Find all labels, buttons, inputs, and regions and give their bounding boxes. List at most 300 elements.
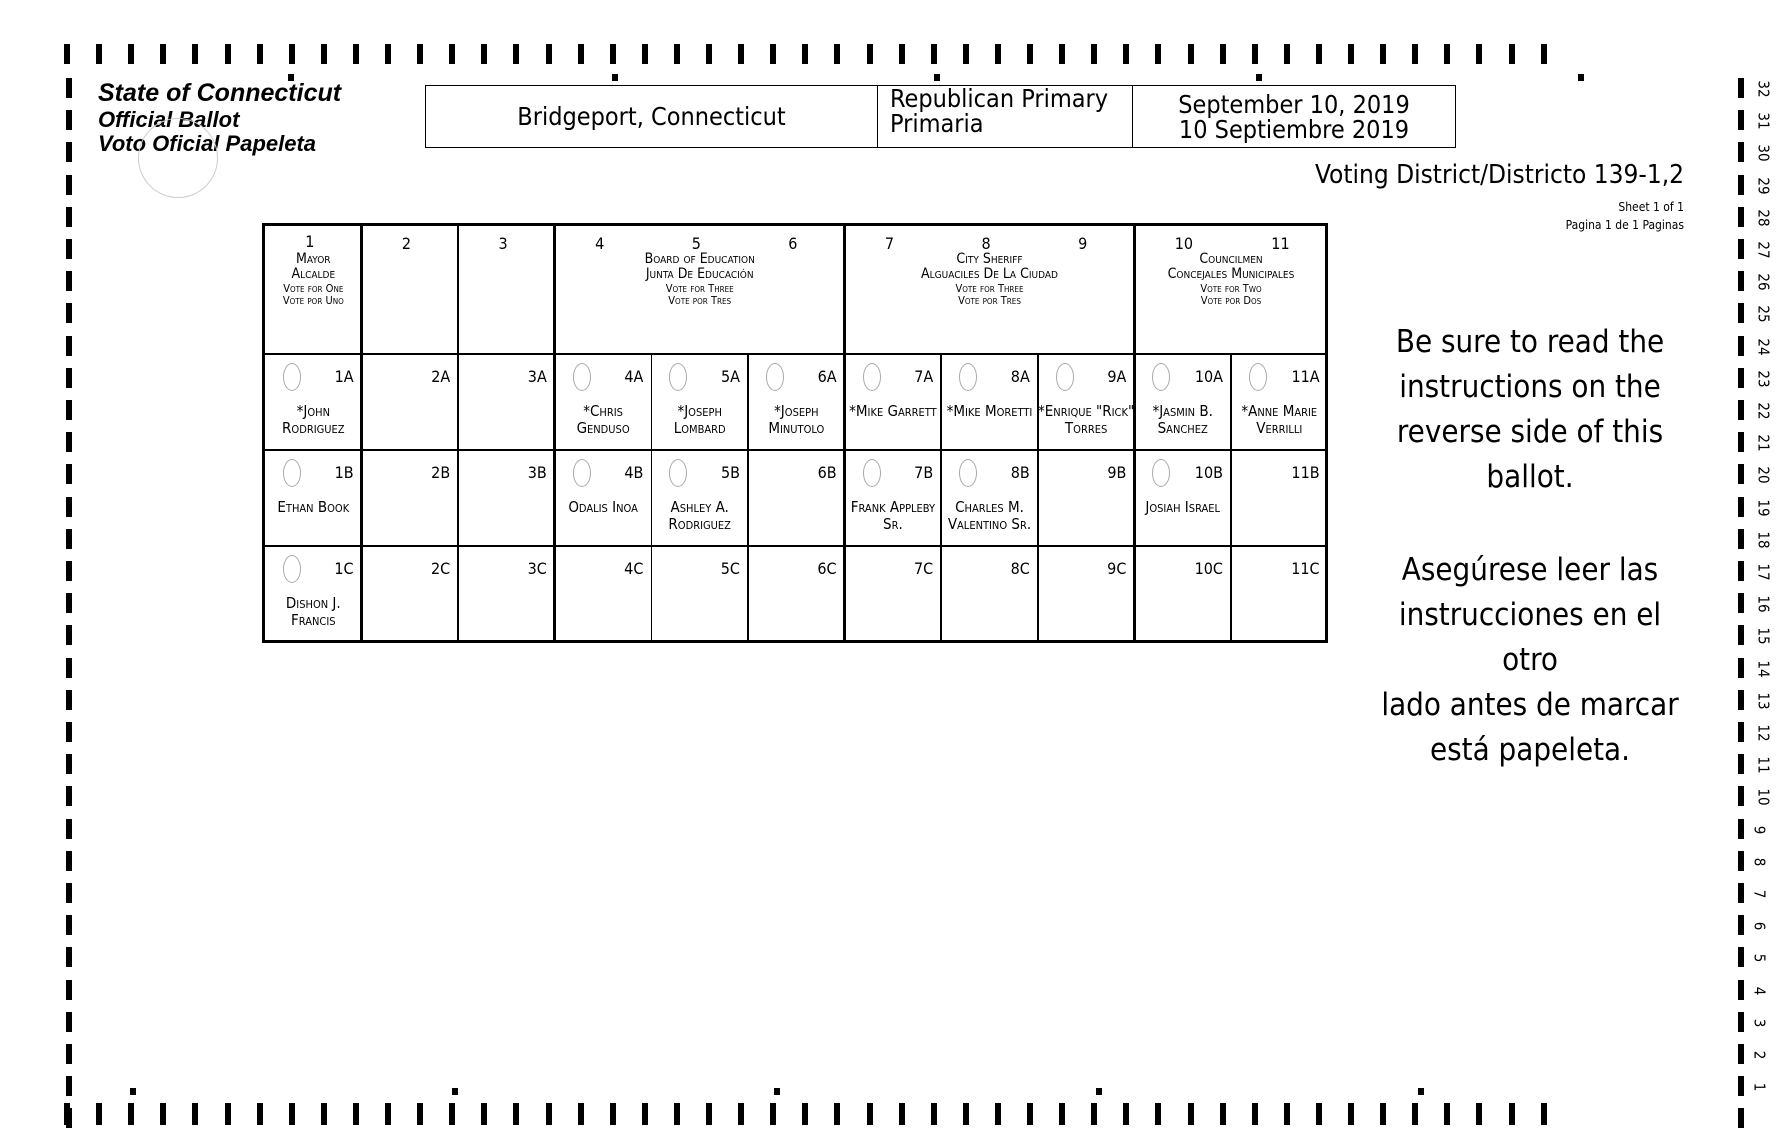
right-timing-mark: [1738, 883, 1744, 903]
candidate-cell: [1038, 449, 1135, 545]
side-number: 31: [1754, 112, 1773, 130]
vote-instruction: Vote por Uno: [282, 293, 344, 307]
position-label: 7B: [914, 463, 934, 482]
bottom-timing-mark: [128, 1103, 134, 1125]
position-label: 8A: [1010, 367, 1030, 386]
top-timing-mark: [1220, 44, 1226, 64]
right-timing-mark: [1738, 980, 1744, 1000]
top-timing-mark: [321, 44, 327, 64]
column-number: 5: [691, 234, 701, 253]
right-timing-mark: [1738, 110, 1744, 130]
right-timing-mark: [1738, 1076, 1744, 1096]
candidate-cell: [941, 545, 1038, 641]
right-timing-mark: [1738, 786, 1744, 806]
office-title: Concejales Municipales: [1167, 266, 1295, 283]
right-timing-mark: [1738, 625, 1744, 645]
candidate-cell: [458, 545, 555, 641]
candidate-cell: [265, 449, 362, 545]
left-timing-mark: [66, 690, 72, 710]
position-label: 6A: [817, 367, 837, 386]
vote-oval[interactable]: [1152, 459, 1170, 487]
side-number: 18: [1754, 531, 1773, 549]
candidate-name: Ashley A. Rodriguez: [668, 498, 731, 533]
position-label: 11B: [1291, 463, 1320, 482]
side-number: 12: [1754, 724, 1773, 742]
side-number: 11: [1754, 756, 1773, 774]
official-ballot-label: Official Ballot: [98, 106, 240, 132]
position-label: 4C: [624, 559, 644, 578]
top-timing-mark: [417, 44, 423, 64]
side-number: 23: [1754, 370, 1773, 388]
top-timing-mark: [834, 44, 840, 64]
instructions-es-line: lado antes de marcar: [1381, 686, 1679, 723]
position-label: 6C: [817, 559, 837, 578]
candidate-cell: [458, 449, 555, 545]
bottom-timing-mark: [963, 1103, 969, 1125]
instructions-es-line: está papeleta.: [1429, 731, 1631, 768]
top-timing-mark: [449, 44, 455, 64]
bottom-timing-mark: [610, 1103, 616, 1125]
ballot-grid: [262, 223, 1328, 643]
left-timing-mark: [66, 722, 72, 742]
side-number: 19: [1754, 499, 1773, 517]
top-timing-mark: [1444, 44, 1450, 64]
left-timing-mark: [66, 593, 72, 613]
election-date-es: 10 Septiembre 2019: [1178, 114, 1410, 144]
top-timing-mark: [642, 44, 648, 64]
column-number: 1: [305, 232, 315, 251]
side-number: 5: [1750, 954, 1769, 963]
bottom-timing-mark: [1091, 1103, 1097, 1125]
bottom-timing-mark: [578, 1103, 584, 1125]
bottom-timing-mark: [1155, 1103, 1161, 1125]
left-timing-mark: [66, 754, 72, 774]
bottom-timing-mark: [1316, 1103, 1322, 1125]
candidate-name: *Jasmin B. Sanchez: [1152, 402, 1213, 437]
office-header: [845, 252, 1135, 307]
bottom-timing-mark: [1123, 1103, 1129, 1125]
bottom-timing-mark: [1059, 1103, 1065, 1125]
top-timing-mark: [1091, 44, 1097, 64]
top-timing-mark: [481, 44, 487, 64]
top-timing-mark: [995, 44, 1001, 64]
side-number: 26: [1754, 273, 1773, 291]
position-label: 5B: [720, 463, 740, 482]
right-timing-mark: [1738, 1044, 1744, 1064]
left-timing-mark: [66, 1076, 72, 1096]
candidate-name: *Enrique "Rick" Torres: [1038, 402, 1135, 437]
instructions-en-line: ballot.: [1486, 458, 1574, 495]
bottom-timing-mark: [706, 1103, 712, 1125]
vote-instruction: Vote por Tres: [958, 293, 1021, 307]
candidate-cell: [651, 449, 748, 545]
right-timing-mark: [1738, 175, 1744, 195]
side-number: 27: [1754, 241, 1773, 259]
top-timing-mark: [353, 44, 359, 64]
bottom-alignment-dot: [774, 1088, 780, 1095]
sheet-info: [1566, 198, 1684, 234]
column-number: 9: [1078, 234, 1088, 253]
office-title: Alcalde: [291, 266, 336, 283]
candidate-name: *Anne Marie Verrilli: [1241, 402, 1318, 437]
bottom-timing-mark: [738, 1103, 744, 1125]
left-timing-mark: [66, 464, 72, 484]
left-timing-mark: [66, 175, 72, 195]
bottom-timing-mark: [513, 1103, 519, 1125]
vote-oval[interactable]: [863, 363, 881, 391]
top-timing-mark: [1509, 44, 1515, 64]
column-number: 7: [884, 234, 895, 253]
bottom-timing-mark: [385, 1103, 391, 1125]
bottom-timing-mark: [481, 1103, 487, 1125]
position-label: 1B: [334, 463, 354, 482]
top-timing-mark: [931, 44, 937, 64]
position-label: 1C: [334, 559, 354, 578]
bottom-timing-mark: [1509, 1103, 1515, 1125]
side-number: 20: [1754, 466, 1773, 484]
bottom-alignment-dot: [1418, 1088, 1424, 1095]
right-timing-mark: [1738, 271, 1744, 291]
right-timing-mark: [1738, 690, 1744, 710]
candidate-cell: [1231, 449, 1328, 545]
right-timing-mark: [1738, 722, 1744, 742]
instructions-spanish: [1380, 548, 1680, 773]
vote-oval[interactable]: [959, 459, 977, 487]
candidate-name: *Joseph Minutolo: [768, 402, 825, 437]
top-timing-mark: [289, 44, 295, 64]
position-label: 3C: [527, 559, 547, 578]
candidate-name: *Mike Moretti: [946, 402, 1033, 420]
left-timing-mark: [66, 497, 72, 517]
position-label: 7C: [913, 559, 934, 578]
candidate-cell: [941, 353, 1038, 449]
position-label: 9A: [1107, 367, 1127, 386]
candidate-cell: [362, 545, 459, 641]
top-timing-mark: [513, 44, 519, 64]
vote-oval[interactable]: [766, 363, 784, 391]
office-header: [1134, 252, 1327, 307]
vote-oval[interactable]: [1249, 363, 1267, 391]
candidate-cell: [845, 353, 942, 449]
bottom-timing-mark: [867, 1103, 873, 1125]
side-number: 8: [1750, 857, 1769, 867]
bottom-timing-mark: [417, 1103, 423, 1125]
candidate-cell: [265, 353, 362, 449]
side-number: 4: [1750, 986, 1769, 995]
office-title: Councilmen: [1199, 251, 1263, 267]
instructions-english: [1380, 320, 1680, 500]
election-header-box: [425, 85, 1456, 148]
right-timing-mark: [1738, 593, 1744, 613]
right-timing-mark: [1738, 432, 1744, 452]
left-timing-mark: [66, 819, 72, 839]
candidate-name: *Chris Genduso: [576, 402, 630, 437]
candidate-cell: [845, 449, 942, 545]
column-number: 10: [1174, 234, 1193, 253]
side-number: 13: [1754, 692, 1773, 710]
bottom-timing-mark: [802, 1103, 808, 1125]
position-label: 10B: [1194, 463, 1223, 482]
sheet-count: Sheet 1 of 1: [1618, 200, 1684, 214]
bottom-timing-mark: [160, 1103, 166, 1125]
position-label: 4A: [624, 367, 644, 386]
candidate-name: Odalis Inoa: [568, 498, 638, 516]
position-label: 2B: [431, 463, 451, 482]
vote-oval[interactable]: [863, 459, 881, 487]
left-timing-mark: [66, 915, 72, 935]
top-timing-mark: [1155, 44, 1161, 64]
position-label: 2C: [430, 559, 451, 578]
column-number: 3: [498, 234, 508, 253]
right-timing-mark: [1738, 851, 1744, 871]
top-timing-mark: [1348, 44, 1354, 64]
candidate-cell: [1134, 449, 1231, 545]
candidate-cell: [1038, 353, 1135, 449]
top-timing-mark: [192, 44, 198, 64]
bottom-alignment-dot: [452, 1088, 458, 1095]
position-label: 3B: [527, 463, 547, 482]
election-date: [1133, 86, 1455, 147]
top-timing-mark: [1059, 44, 1065, 64]
state-seal-watermark: [138, 118, 218, 198]
election-type: [878, 86, 1133, 147]
candidate-cell: [1134, 545, 1231, 641]
side-number: 21: [1754, 434, 1773, 452]
side-number: 30: [1754, 144, 1773, 162]
top-timing-mark: [160, 44, 166, 64]
right-timing-mark: [1738, 142, 1744, 162]
side-number: 14: [1754, 660, 1773, 678]
right-timing-mark: [1738, 819, 1744, 839]
side-number: 29: [1754, 177, 1773, 195]
vote-oval[interactable]: [669, 459, 687, 487]
vote-oval[interactable]: [573, 363, 591, 391]
top-timing-mark: [64, 44, 70, 64]
side-number: 6: [1750, 921, 1769, 931]
left-timing-mark: [66, 336, 72, 356]
candidate-name: Dishon J. Francis: [285, 594, 341, 629]
top-timing-mark: [1541, 44, 1547, 64]
vote-oval[interactable]: [283, 363, 301, 391]
election-date-en: September 10, 2019: [1178, 89, 1410, 119]
bottom-timing-mark: [546, 1103, 552, 1125]
side-number: 24: [1754, 338, 1773, 356]
candidate-cell: [555, 545, 652, 641]
candidate-cell: [748, 353, 845, 449]
candidate-name: *Mike Garrett: [849, 402, 937, 420]
state-title: State of Connecticut: [98, 79, 342, 107]
left-timing-mark: [66, 368, 72, 388]
top-timing-mark: [1316, 44, 1322, 64]
right-timing-mark: [1738, 947, 1744, 967]
candidate-name: *Joseph Lombard: [673, 402, 726, 437]
vote-instruction: Vote for Three: [955, 281, 1024, 295]
left-timing-mark: [66, 851, 72, 871]
position-label: 4B: [624, 463, 644, 482]
top-timing-mark: [1027, 44, 1033, 64]
top-timing-mark: [1188, 44, 1194, 64]
top-timing-mark: [578, 44, 584, 64]
position-label: 5C: [720, 559, 740, 578]
side-number: 15: [1754, 627, 1773, 645]
left-timing-mark: [66, 1044, 72, 1064]
bottom-timing-mark: [1380, 1103, 1386, 1125]
candidate-cell: [845, 545, 942, 641]
position-label: 9C: [1107, 559, 1127, 578]
top-alignment-dot: [934, 74, 940, 81]
right-timing-mark: [1738, 754, 1744, 774]
column-number: 8: [981, 234, 991, 253]
position-label: 8C: [1010, 559, 1030, 578]
vote-oval[interactable]: [283, 555, 301, 583]
position-label: 7A: [914, 367, 934, 386]
bottom-timing-mark: [289, 1103, 295, 1125]
top-timing-mark: [738, 44, 744, 64]
right-timing-mark: [1738, 78, 1744, 98]
vote-oval[interactable]: [1152, 363, 1170, 391]
bottom-timing-mark: [1444, 1103, 1450, 1125]
bottom-timing-mark: [1027, 1103, 1033, 1125]
bottom-timing-mark: [834, 1103, 840, 1125]
position-label: 5A: [720, 367, 740, 386]
top-timing-mark: [867, 44, 873, 64]
top-timing-mark: [899, 44, 905, 64]
top-timing-mark: [1252, 44, 1258, 64]
candidate-cell: [1134, 353, 1231, 449]
bottom-timing-mark: [995, 1103, 1001, 1125]
candidate-cell: [748, 449, 845, 545]
instructions-en-line: instructions on the: [1399, 368, 1661, 405]
bottom-timing-mark: [1220, 1103, 1226, 1125]
side-number: 32: [1754, 80, 1773, 98]
candidate-cell: [458, 353, 555, 449]
side-number: 16: [1754, 595, 1773, 613]
top-timing-mark: [1284, 44, 1290, 64]
position-label: 8B: [1010, 463, 1030, 482]
top-timing-mark: [770, 44, 776, 64]
top-alignment-dot: [612, 74, 618, 81]
vote-instruction: Vote por Tres: [668, 293, 732, 307]
position-label: 10C: [1194, 559, 1223, 578]
bottom-timing-mark: [449, 1103, 455, 1125]
right-timing-mark: [1738, 303, 1744, 323]
column-number: 2: [401, 234, 412, 253]
position-label: 11C: [1291, 559, 1320, 578]
bottom-timing-mark: [1541, 1103, 1547, 1125]
vote-oval[interactable]: [669, 363, 687, 391]
right-timing-mark: [1738, 658, 1744, 678]
bottom-timing-mark: [899, 1103, 905, 1125]
vote-instruction: Vote por Dos: [1200, 293, 1262, 307]
position-label: 6B: [817, 463, 837, 482]
side-number: 25: [1754, 305, 1773, 323]
vote-oval[interactable]: [283, 459, 301, 487]
candidate-cell: [555, 353, 652, 449]
right-timing-mark: [1738, 239, 1744, 259]
left-timing-mark: [66, 432, 72, 452]
vote-instruction: Vote for Three: [665, 281, 734, 295]
candidate-cell: [362, 449, 459, 545]
top-timing-mark: [963, 44, 969, 64]
instructions-es-line: Asegúrese leer las: [1401, 552, 1659, 588]
bottom-alignment-dot: [130, 1088, 136, 1095]
right-timing-mark: [1738, 368, 1744, 388]
candidate-name: Frank Appleby Sr.: [850, 498, 936, 533]
top-timing-mark: [610, 44, 616, 64]
vote-instruction: Vote for One: [283, 281, 344, 295]
top-timing-mark: [225, 44, 231, 64]
candidate-cell: [941, 449, 1038, 545]
voting-district: Voting District/Districto 139-1,2: [1315, 160, 1684, 190]
vote-oval[interactable]: [573, 459, 591, 487]
top-timing-mark: [1476, 44, 1482, 64]
top-timing-mark: [706, 44, 712, 64]
bottom-timing-mark: [321, 1103, 327, 1125]
town-name: Bridgeport, Connecticut: [426, 86, 878, 147]
candidate-cell: [1231, 545, 1328, 641]
candidate-cell: [748, 545, 845, 641]
top-timing-mark: [1380, 44, 1386, 64]
column-number: 11: [1271, 234, 1290, 253]
side-number: 3: [1750, 1018, 1769, 1028]
top-timing-mark: [96, 44, 102, 64]
right-timing-mark: [1738, 529, 1744, 549]
top-timing-mark: [257, 44, 263, 64]
left-timing-mark: [66, 142, 72, 162]
bottom-timing-mark: [96, 1103, 102, 1125]
office-title: Mayor: [296, 251, 331, 267]
right-timing-mark: [1738, 400, 1744, 420]
right-timing-mark: [1738, 497, 1744, 517]
right-timing-mark: [1738, 915, 1744, 935]
top-timing-mark: [674, 44, 680, 64]
voto-oficial-label: Voto Oficial Papeleta: [98, 130, 317, 156]
left-timing-mark: [66, 786, 72, 806]
top-alignment-dot: [1256, 74, 1262, 81]
left-timing-mark: [66, 980, 72, 1000]
bottom-timing-mark: [257, 1103, 263, 1125]
left-timing-mark: [66, 303, 72, 323]
bottom-timing-mark: [192, 1103, 198, 1125]
left-timing-mark: [66, 883, 72, 903]
candidate-name: *John Rodriguez: [282, 402, 345, 437]
left-timing-mark: [66, 1012, 72, 1032]
vote-instruction: Vote for Two: [1200, 281, 1262, 295]
right-timing-mark: [1738, 561, 1744, 581]
office-title: City Sheriff: [956, 251, 1023, 267]
top-timing-mark: [802, 44, 808, 64]
right-timing-mark: [1738, 1012, 1744, 1032]
candidate-cell: [1231, 353, 1328, 449]
election-type-es: Primaria: [890, 109, 984, 138]
bottom-timing-mark: [1252, 1103, 1258, 1125]
candidate-cell: [362, 353, 459, 449]
vote-oval[interactable]: [959, 363, 977, 391]
page-count: Pagina 1 de 1 Paginas: [1565, 218, 1684, 232]
office-title: Board of Education: [644, 251, 755, 267]
top-timing-mark: [546, 44, 552, 64]
bottom-timing-mark: [1412, 1103, 1418, 1125]
side-number: 9: [1750, 825, 1769, 834]
instructions-es-line: instrucciones en el otro: [1398, 596, 1662, 678]
top-timing-mark: [385, 44, 391, 64]
bottom-timing-mark: [770, 1103, 776, 1125]
position-label: 9B: [1107, 463, 1127, 482]
top-timing-mark: [128, 44, 134, 64]
vote-oval[interactable]: [1056, 363, 1074, 391]
side-number: 10: [1754, 788, 1773, 806]
side-number: 1: [1750, 1082, 1769, 1092]
